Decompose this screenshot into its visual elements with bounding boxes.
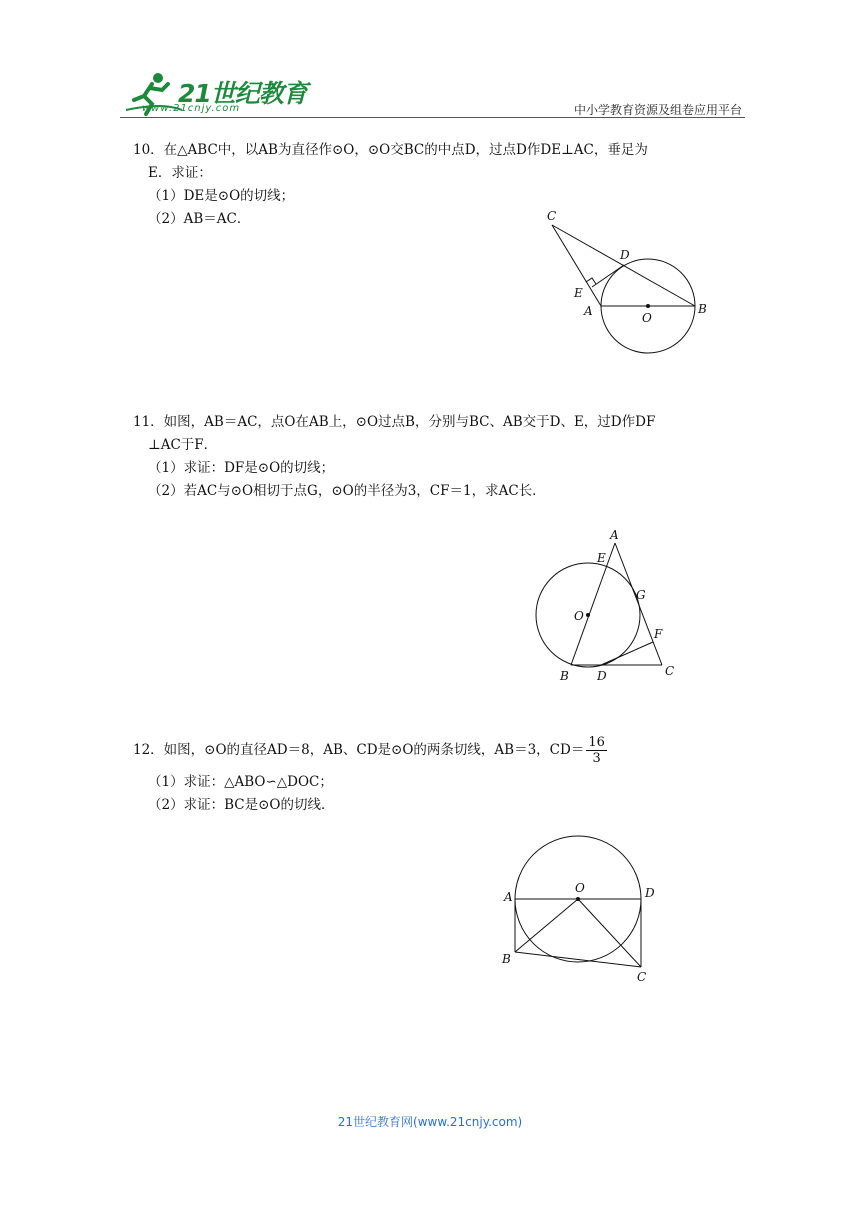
q10-label-O: O	[642, 311, 652, 325]
q11-label-A: A	[610, 528, 619, 542]
q10-label-D: D	[620, 248, 630, 262]
q12-fraction	[586, 735, 607, 766]
q10-sub2: （2）AB＝AC．	[148, 211, 251, 227]
q11-line2: ⊥AC于F．	[148, 437, 218, 453]
header-divider	[120, 117, 745, 118]
q10-label-C: C	[547, 209, 557, 223]
q11-label-E: E	[597, 551, 606, 565]
platform-title: 中小学教育资源及组卷应用平台	[573, 103, 742, 117]
q12-label-A: A	[504, 890, 513, 904]
q11-sub1: （1）求证：DF是⊙O的切线；	[148, 460, 335, 476]
q11-label-B: B	[560, 669, 569, 683]
q10-sub1: （1）DE是⊙O的切线；	[148, 188, 295, 204]
q11-figure	[520, 525, 690, 690]
logo-url: www.21cnjy.com	[142, 103, 241, 114]
q11-line1: 11．如图，AB＝AC，点O在AB上，⊙O过点B，分别与BC、AB交于D、E，过D作DF	[133, 414, 656, 430]
q10-label-A: A	[584, 304, 593, 318]
q10-figure	[540, 200, 720, 360]
q12-label-O: O	[575, 881, 585, 895]
q12-sub1: （1）求证：△ABO∽△DOC；	[148, 774, 333, 790]
logo-text: 21世纪教育	[178, 79, 307, 108]
q11-label-O: O	[574, 609, 584, 623]
q10-line1: 10．在△ABC中，以AB为直径作⊙O，⊙O交BC的中点D，过点D作DE⊥AC，垂足为	[133, 142, 648, 158]
q11-label-D: D	[597, 669, 607, 683]
q12-frac-num: 16	[588, 735, 605, 750]
q10-line2: E．求证：	[148, 165, 212, 181]
q11-label-F: F	[654, 627, 663, 641]
q12-line1	[133, 735, 607, 766]
q12-line1-text: 12．如图，⊙O的直径AD＝8，AB、CD是⊙O的两条切线，AB＝3，CD＝	[133, 742, 585, 758]
q12-figure	[495, 825, 670, 990]
q11-sub2: （2）若AC与⊙O相切于点G，⊙O的半径为3，CF＝1，求AC长．	[148, 483, 546, 499]
q11-label-G: G	[636, 588, 646, 602]
q10-label-B: B	[698, 302, 707, 316]
q11-label-C: C	[665, 664, 675, 678]
q12-label-D: D	[645, 886, 655, 900]
q12-label-B: B	[502, 952, 511, 966]
q10-label-E: E	[574, 286, 583, 300]
q12-sub2: （2）求证：BC是⊙O的切线．	[148, 797, 335, 813]
q12-label-C: C	[637, 970, 647, 984]
q12-frac-den: 3	[592, 751, 601, 766]
footer-link[interactable]: 21世纪教育网(www.21cnjy.com)	[337, 1115, 523, 1129]
